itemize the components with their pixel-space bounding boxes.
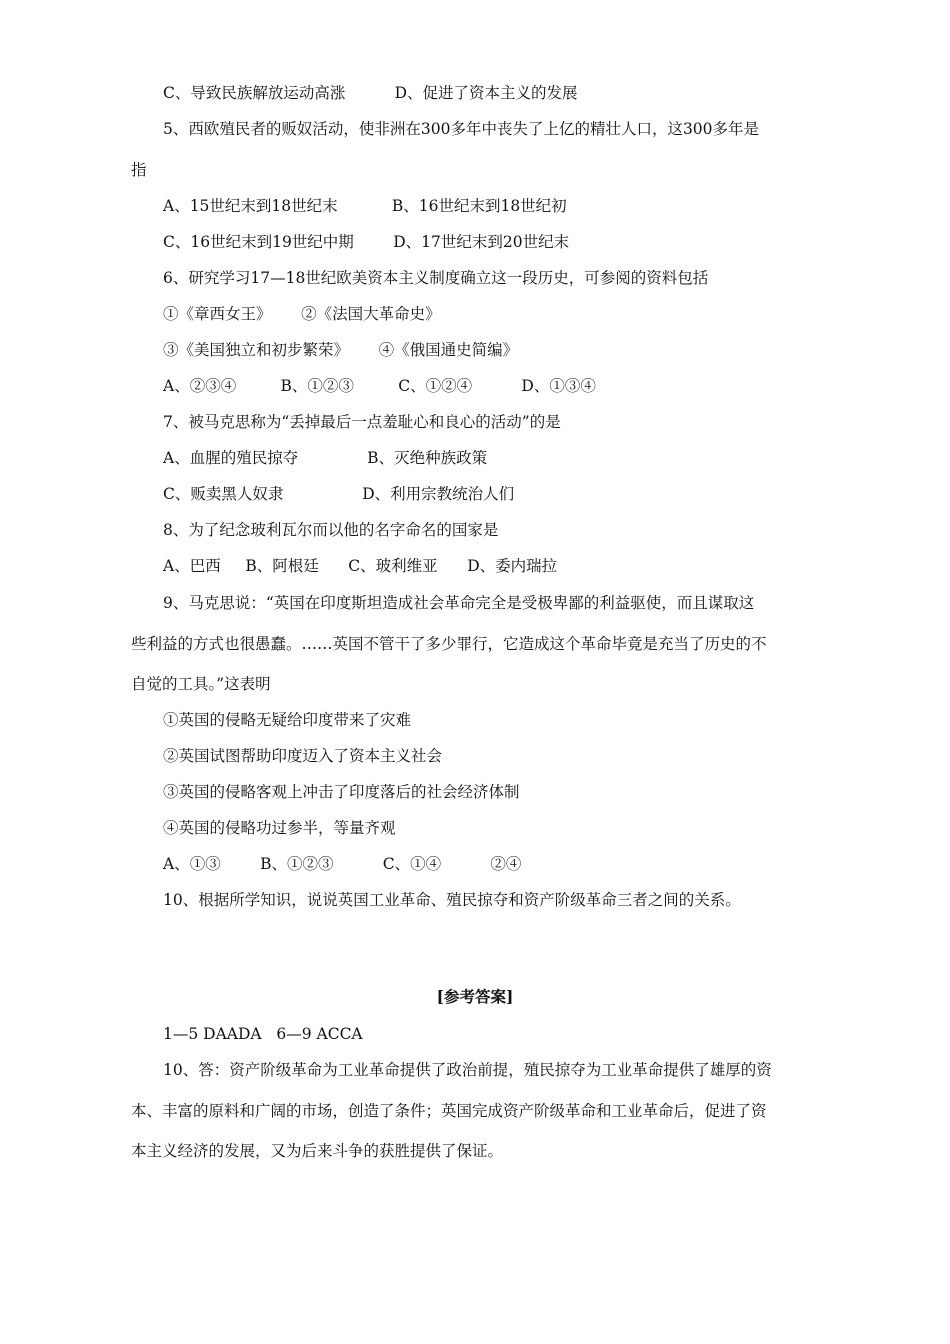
answer-10-text-cont: 本、丰富的原料和广阔的市场，创造了条件；英国完成资产阶级革命和工业革命后，促进了资 xyxy=(131,1102,767,1120)
q5-stem-cont: 指 xyxy=(131,161,147,179)
q9-item-3: ③英国的侵略客观上冲击了印度落后的社会经济体制 xyxy=(163,783,520,801)
answer-key-line: 1—5 DAADA 6—9 ACCA xyxy=(163,1025,363,1043)
q9-stem-end: 自觉的工具。”这表明 xyxy=(131,675,271,693)
q8-options: A、巴西 B、阿根廷 C、玻利维亚 D、委内瑞拉 xyxy=(163,557,558,575)
q9-item-2: ②英国试图帮助印度迈入了资本主义社会 xyxy=(163,747,443,765)
q9-item-1: ①英国的侵略无疑给印度带来了灾难 xyxy=(163,711,412,729)
q9-stem-cont: 些利益的方式也很愚蠢。……英国不管干了多少罪行，它造成这个革命毕竟是充当了历史的不 xyxy=(131,635,767,653)
q5-options-cd: C、16世纪末到19世纪中期 D、17世纪末到20世纪末 xyxy=(163,233,570,251)
answer-10-text: 10、答：资产阶级革命为工业革命提供了政治前提，殖民掠夺为工业革命提供了雄厚的资 xyxy=(163,1061,772,1079)
q5-options-ab: A、15世纪末到18世纪末 B、16世纪末到18世纪初 xyxy=(163,197,567,215)
q8-stem: 8、为了纪念玻利瓦尔而以他的名字命名的国家是 xyxy=(163,521,499,539)
q9-options: A、①③ B、①②③ C、①④ ②④ xyxy=(163,855,522,873)
q6-stem: 6、研究学习17—18世纪欧美资本主义制度确立这一段历史，可参阅的资料包括 xyxy=(163,269,709,287)
q9-stem: 9、马克思说：“英国在印度斯坦造成社会革命完全是受极卑鄙的利益驱使，而且谋取这 xyxy=(163,594,755,612)
q7-options-ab: A、血腥的殖民掠夺 B、灭绝种族政策 xyxy=(163,449,488,467)
answer-key-title: [参考答案] xyxy=(436,987,514,1006)
q6-items-12: ①《章西女王》 ②《法国大革命史》 xyxy=(163,305,441,323)
q6-options: A、②③④ B、①②③ C、①②④ D、①③④ xyxy=(163,377,596,395)
q7-stem: 7、被马克思称为“丢掉最后一点羞耻心和良心的活动”的是 xyxy=(163,413,561,431)
q7-options-cd: C、贩卖黑人奴隶 D、利用宗教统治人们 xyxy=(163,485,515,503)
q6-items-34: ③《美国独立和初步繁荣》 ④《俄国通史简编》 xyxy=(163,341,519,359)
q5-stem: 5、西欧殖民者的贩奴活动，使非洲在300多年中丧失了上亿的精壮人口，这300多年是 xyxy=(163,120,760,138)
q10-stem: 10、根据所学知识，说说英国工业革命、殖民掠夺和资产阶级革命三者之间的关系。 xyxy=(163,891,741,909)
q4-options-cd: C、导致民族解放运动高涨 D、促进了资本主义的发展 xyxy=(163,84,578,102)
answer-10-text-end: 本主义经济的发展，又为后来斗争的获胜提供了保证。 xyxy=(131,1142,504,1160)
q9-item-4: ④英国的侵略功过参半，等量齐观 xyxy=(163,819,396,837)
